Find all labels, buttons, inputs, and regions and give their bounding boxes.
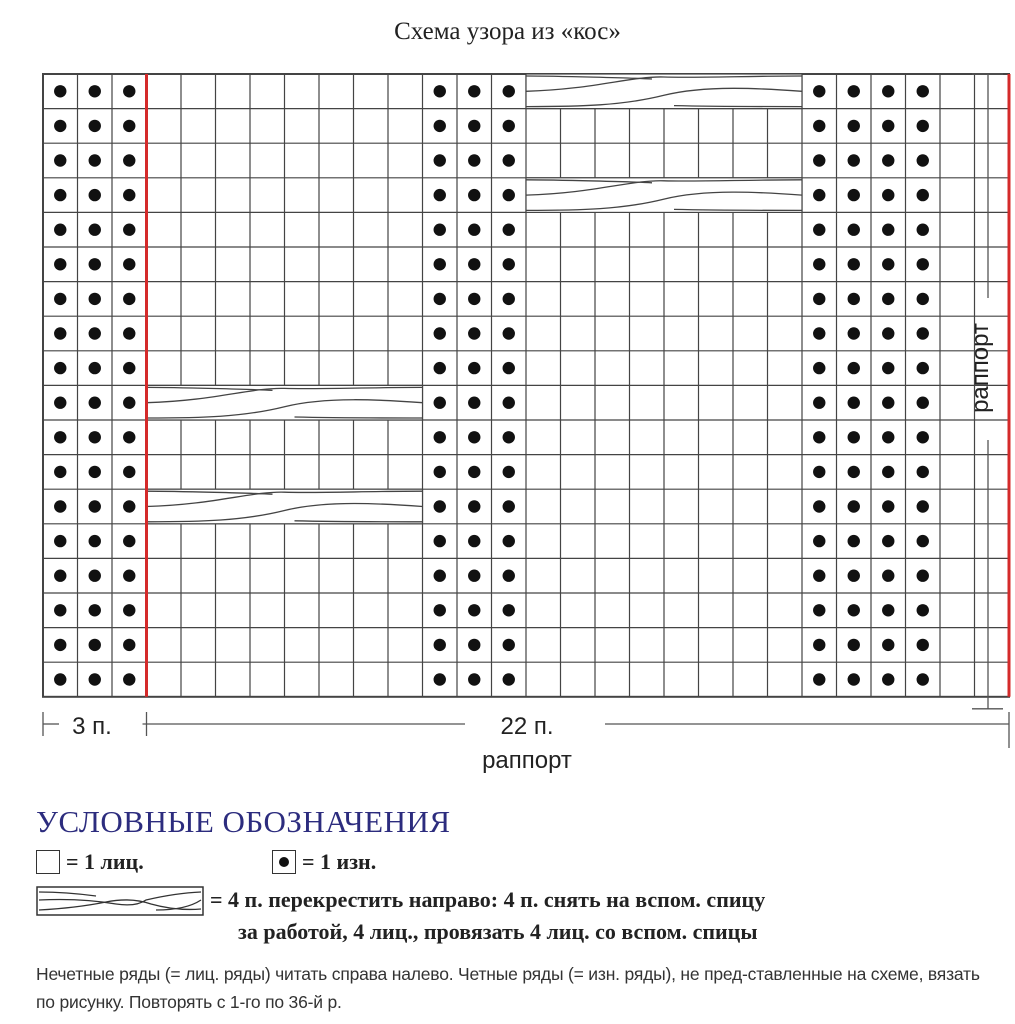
purl-stitch <box>434 500 446 512</box>
purl-stitch <box>123 120 135 132</box>
purl-stitch <box>503 466 515 478</box>
purl-stitch <box>917 224 929 236</box>
purl-stitch <box>468 293 480 305</box>
purl-stitch <box>848 500 860 512</box>
purl-stitch <box>848 535 860 547</box>
purl-stitch <box>848 85 860 97</box>
purl-stitch <box>54 293 66 305</box>
purl-stitch <box>89 535 101 547</box>
purl-stitch <box>468 604 480 616</box>
purl-stitch <box>503 604 515 616</box>
purl-stitch <box>917 639 929 651</box>
legend-knit-text: = 1 лиц. <box>66 849 144 874</box>
purl-stitch <box>434 362 446 374</box>
purl-stitch <box>54 466 66 478</box>
purl-stitch <box>503 431 515 443</box>
legend-cable-text-line2: за работой, 4 лиц., провязать 4 лиц. со вспом. спицы <box>238 919 758 944</box>
purl-stitch <box>917 189 929 201</box>
purl-stitch <box>434 673 446 685</box>
purl-stitch <box>848 397 860 409</box>
purl-stitch <box>917 570 929 582</box>
purl-stitch <box>123 154 135 166</box>
purl-stitch <box>434 639 446 651</box>
purl-stitch <box>54 362 66 374</box>
purl-stitch <box>503 327 515 339</box>
purl-stitch <box>503 258 515 270</box>
purl-stitch <box>54 327 66 339</box>
repeat-width-label: 22 п. <box>500 713 554 740</box>
purl-stitch <box>848 293 860 305</box>
purl-stitch <box>54 189 66 201</box>
purl-stitch <box>54 639 66 651</box>
edge-stitches-label: 3 п. <box>72 713 112 740</box>
purl-stitch <box>434 154 446 166</box>
purl-stitch <box>468 224 480 236</box>
purl-stitch <box>503 293 515 305</box>
purl-stitch <box>123 535 135 547</box>
purl-stitch <box>434 258 446 270</box>
purl-stitch <box>54 673 66 685</box>
purl-stitch <box>54 154 66 166</box>
purl-stitch <box>468 258 480 270</box>
purl-stitch <box>882 85 894 97</box>
purl-stitch <box>917 362 929 374</box>
purl-stitch <box>434 604 446 616</box>
purl-stitch <box>848 362 860 374</box>
purl-stitch <box>813 639 825 651</box>
purl-stitch <box>917 466 929 478</box>
purl-stitch <box>468 431 480 443</box>
repeat-horizontal-label: раппорт <box>482 747 572 774</box>
purl-stitch <box>917 327 929 339</box>
purl-stitch <box>89 570 101 582</box>
purl-stitch <box>89 224 101 236</box>
legend-cable-text-line1: = 4 п. перекрестить направо: 4 п. снять на вспом. спицу <box>210 887 766 912</box>
purl-stitch <box>813 362 825 374</box>
purl-stitch <box>882 570 894 582</box>
purl-stitch <box>54 535 66 547</box>
purl-stitch <box>503 570 515 582</box>
purl-stitch <box>503 673 515 685</box>
purl-stitch <box>813 85 825 97</box>
purl-stitch <box>123 85 135 97</box>
purl-stitch <box>89 604 101 616</box>
purl-stitch <box>813 604 825 616</box>
purl-stitch <box>468 639 480 651</box>
purl-stitch <box>813 327 825 339</box>
purl-stitch <box>882 397 894 409</box>
purl-stitch <box>123 327 135 339</box>
purl-stitch <box>468 120 480 132</box>
purl-stitch <box>848 431 860 443</box>
purl-stitch <box>813 535 825 547</box>
purl-stitch <box>882 362 894 374</box>
purl-stitch <box>89 500 101 512</box>
purl-stitch <box>434 397 446 409</box>
purl-stitch <box>882 466 894 478</box>
purl-stitch <box>468 500 480 512</box>
purl-stitch <box>848 673 860 685</box>
purl-stitch <box>917 397 929 409</box>
repeat-vertical-label: раппорт <box>967 323 994 413</box>
purl-stitch <box>434 535 446 547</box>
purl-stitch <box>882 154 894 166</box>
purl-stitch <box>89 293 101 305</box>
purl-stitch <box>917 431 929 443</box>
purl-stitch <box>882 293 894 305</box>
knit-stitch-swatch <box>36 850 60 874</box>
purl-stitch <box>89 189 101 201</box>
cable-cross-bottom <box>147 489 423 524</box>
purl-stitch <box>813 431 825 443</box>
purl-stitch <box>848 327 860 339</box>
purl-stitch <box>123 293 135 305</box>
purl-stitch <box>503 500 515 512</box>
purl-stitch <box>917 120 929 132</box>
purl-stitch <box>882 673 894 685</box>
purl-stitch <box>434 431 446 443</box>
purl-stitch <box>123 673 135 685</box>
purl-stitch <box>848 466 860 478</box>
purl-stitch <box>503 535 515 547</box>
purl-stitch <box>89 327 101 339</box>
purl-stitch <box>882 431 894 443</box>
cable-symbol-icon <box>36 886 204 916</box>
purl-stitch <box>813 570 825 582</box>
purl-stitch <box>468 535 480 547</box>
purl-stitch <box>882 120 894 132</box>
purl-stitch <box>882 189 894 201</box>
purl-stitch <box>882 327 894 339</box>
purl-stitch <box>468 327 480 339</box>
purl-stitch-swatch <box>272 850 296 874</box>
purl-stitch <box>89 85 101 97</box>
purl-stitch <box>89 431 101 443</box>
purl-stitch <box>882 500 894 512</box>
purl-stitch <box>848 154 860 166</box>
purl-stitch <box>434 120 446 132</box>
purl-stitch <box>848 570 860 582</box>
purl-stitch <box>468 189 480 201</box>
purl-stitch <box>468 397 480 409</box>
purl-stitch <box>89 120 101 132</box>
purl-stitch <box>89 258 101 270</box>
purl-stitch <box>123 189 135 201</box>
purl-stitch <box>54 604 66 616</box>
purl-stitch <box>123 224 135 236</box>
purl-stitch <box>503 154 515 166</box>
purl-stitch <box>54 258 66 270</box>
purl-stitch <box>434 570 446 582</box>
purl-stitch <box>882 604 894 616</box>
purl-stitch <box>848 639 860 651</box>
purl-stitch <box>89 154 101 166</box>
purl-stitch <box>54 224 66 236</box>
purl-stitch <box>89 673 101 685</box>
purl-stitch <box>813 224 825 236</box>
purl-stitch <box>468 154 480 166</box>
purl-stitch <box>468 362 480 374</box>
cable-cross-top <box>147 385 423 420</box>
purl-stitch <box>848 120 860 132</box>
purl-stitch <box>123 639 135 651</box>
purl-stitch <box>503 639 515 651</box>
purl-stitch <box>882 224 894 236</box>
purl-stitch <box>813 397 825 409</box>
purl-stitch <box>882 639 894 651</box>
purl-stitch <box>468 570 480 582</box>
purl-stitch <box>434 85 446 97</box>
purl-stitch <box>123 397 135 409</box>
legend-heading: УСЛОВНЫЕ ОБОЗНАЧЕНИЯ <box>36 804 451 839</box>
purl-stitch <box>917 604 929 616</box>
purl-stitch <box>89 639 101 651</box>
purl-stitch <box>123 431 135 443</box>
purl-stitch <box>813 154 825 166</box>
purl-stitch <box>89 362 101 374</box>
purl-stitch <box>54 570 66 582</box>
purl-stitch <box>434 327 446 339</box>
purl-stitch <box>848 224 860 236</box>
purl-stitch <box>123 466 135 478</box>
purl-stitch <box>89 397 101 409</box>
purl-stitch <box>54 397 66 409</box>
purl-stitch <box>813 258 825 270</box>
purl-stitch <box>813 466 825 478</box>
purl-stitch <box>503 224 515 236</box>
purl-stitch <box>917 673 929 685</box>
purl-stitch <box>434 293 446 305</box>
purl-stitch <box>123 570 135 582</box>
purl-stitch <box>434 189 446 201</box>
purl-stitch <box>89 466 101 478</box>
purl-stitch <box>123 258 135 270</box>
purl-stitch <box>503 362 515 374</box>
purl-stitch <box>468 85 480 97</box>
chart-title: Схема узора из «кос» <box>394 18 621 45</box>
purl-stitch <box>54 431 66 443</box>
cable-cross-top <box>526 74 802 109</box>
purl-stitch <box>813 120 825 132</box>
purl-stitch <box>813 293 825 305</box>
purl-stitch <box>882 258 894 270</box>
legend-purl-text: = 1 изн. <box>302 849 377 874</box>
purl-stitch <box>123 500 135 512</box>
purl-stitch <box>917 154 929 166</box>
purl-stitch <box>434 466 446 478</box>
reading-note: Нечетные ряды (= лиц. ряды) читать справа налево. Четные ряды (= изн. ряды), не пред-ставленные на схеме, вязать по рисунку. Повторять с 1-го по 36-й р. <box>36 964 980 1012</box>
purl-stitch <box>434 224 446 236</box>
purl-stitch <box>54 120 66 132</box>
purl-stitch <box>848 189 860 201</box>
cable-cross-bottom <box>526 178 802 213</box>
purl-stitch <box>123 604 135 616</box>
purl-stitch <box>123 362 135 374</box>
purl-stitch <box>54 85 66 97</box>
purl-stitch <box>813 500 825 512</box>
purl-stitch <box>882 535 894 547</box>
purl-stitch <box>848 604 860 616</box>
purl-stitch <box>917 258 929 270</box>
purl-stitch <box>917 535 929 547</box>
purl-stitch <box>503 120 515 132</box>
purl-stitch <box>917 293 929 305</box>
purl-stitch <box>813 189 825 201</box>
purl-dot-icon <box>279 857 289 867</box>
purl-stitch <box>917 500 929 512</box>
purl-stitch <box>468 466 480 478</box>
purl-stitch <box>813 673 825 685</box>
purl-stitch <box>917 85 929 97</box>
purl-stitch <box>54 500 66 512</box>
purl-stitch <box>468 673 480 685</box>
purl-stitch <box>848 258 860 270</box>
purl-stitch <box>503 189 515 201</box>
purl-stitch <box>503 85 515 97</box>
purl-stitch <box>503 397 515 409</box>
